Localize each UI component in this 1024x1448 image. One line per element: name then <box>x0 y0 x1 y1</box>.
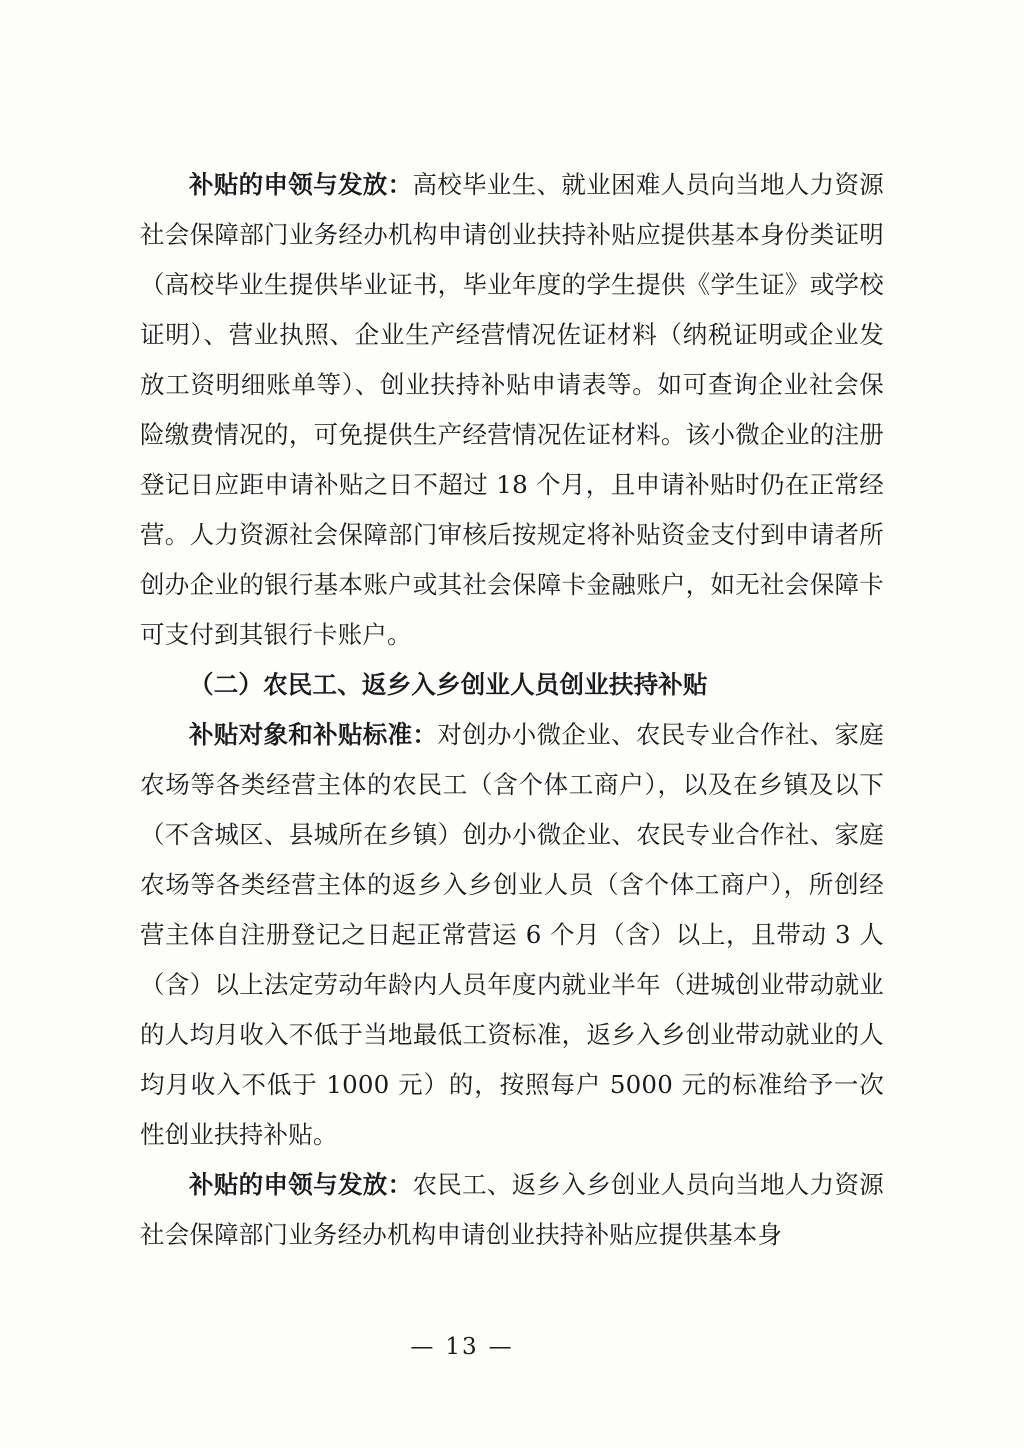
footer-left-dash: — <box>410 1334 436 1360</box>
paragraph-subsidy-target-standard <box>140 710 884 1160</box>
page-footer <box>0 1334 1024 1360</box>
page-content <box>140 160 884 1260</box>
paragraph-lead-label: 补贴的申领与发放： <box>189 1170 413 1199</box>
paragraph-lead-label: 补贴的申领与发放： <box>189 170 413 199</box>
page-number: 13 <box>445 1334 479 1360</box>
paragraph-body-text: 对创办小微企业、农民专业合作社、家庭农场等各类经营主体的农民工（含个体工商户），以及在乡镇及以下（不含城区、县城所在乡镇）创办小微企业、农民专业合作社、家庭农场等各类经营主体的返乡入乡创业人员（含个体工商户），所创经营主体自注册登记之日起正常营运 6 个月（含）以上，且带动 3 人（含）以上法定劳动年龄内人员年度内就业半年（进城创业带动就业的人均月收入不低于当地最低工资标准，返乡入乡创业带动就业的人均月收入不低于 1000 元）的，按照每户 5000 元的标准给予一次性创业扶持补贴。 <box>140 720 884 1149</box>
paragraph-body-text: 农民工、返乡入乡创业人员向当地人力资源社会保障部门业务经办机构申请创业扶持补贴应提供基本身 <box>140 1170 884 1249</box>
section-heading-2: （二）农民工、返乡入乡创业人员创业扶持补贴 <box>189 670 708 699</box>
footer-right-dash: — <box>488 1334 514 1360</box>
paragraph-body-text: 高校毕业生、就业困难人员向当地人力资源社会保障部门业务经办机构申请创业扶持补贴应提供基本身份类证明（高校毕业生提供毕业证书，毕业年度的学生提供《学生证》或学校证明）、营业执照、企业生产经营情况佐证材料（纳税证明或企业发放工资明细账单等）、创业扶持补贴申请表等。如可查询企业社会保险缴费情况的，可免提供生产经营情况佐证材料。该小微企业的注册登记日应距申请补贴之日不超过 18 个月，且申请补贴时仍在正常经营。人力资源社会保障部门审核后按规定将补贴资金支付到申请者所创办企业的银行基本账户或其社会保障卡金融账户，如无社会保障卡可支付到其银行卡账户。 <box>140 170 884 649</box>
paragraph-subsidy-application-1 <box>140 160 884 660</box>
paragraph-subsidy-application-2 <box>140 1160 884 1260</box>
paragraph-lead-label: 补贴对象和补贴标准： <box>189 720 438 749</box>
